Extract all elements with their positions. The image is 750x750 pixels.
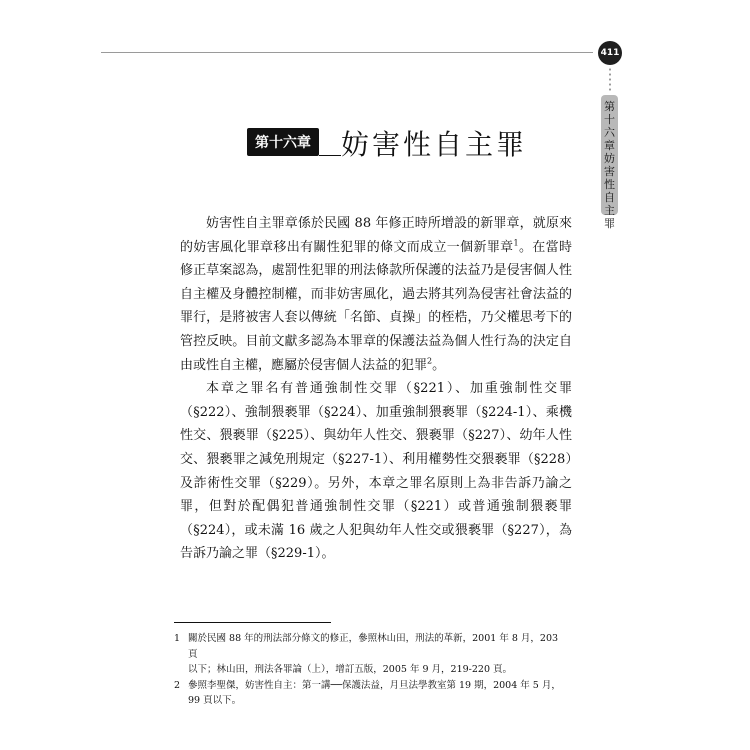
footnote-ref: 2	[427, 356, 433, 366]
text-line: 。	[432, 357, 446, 373]
chapter-underline	[319, 155, 341, 156]
text-line: 害風化罪章移出有關性犯罪的條文而成立一個新罪章	[206, 239, 514, 255]
side-tab-char: 害	[604, 165, 615, 178]
side-tab-char: 主	[604, 204, 615, 217]
text-line: 強制猥褻罪（§224）、加重強制猥褻罪（§224-1）、乘機性交、猥褻罪	[180, 404, 572, 444]
side-tab-char: 章	[604, 139, 615, 152]
footnote-text	[188, 678, 570, 709]
side-tab-char: 自	[604, 191, 615, 204]
footnotes	[174, 631, 570, 709]
footnote-number: 1	[174, 633, 181, 644]
footnote-line: 99 頁以下。	[188, 695, 242, 706]
header-dots	[609, 67, 611, 93]
body-text	[180, 212, 572, 566]
chapter-number-badge: 第十六章	[247, 128, 319, 156]
text-line: （§229）。另外，本章之罪名原則上為非告訴乃論之罪，但對於配偶犯普	[180, 475, 572, 515]
side-tab-char: 罪	[604, 217, 615, 230]
side-tab-char: 十	[604, 113, 615, 126]
text-line: 認為本罪章的保護法益為個人性行為的決定自由或性自主權，應屬於侵害	[180, 333, 572, 373]
footnote-text	[188, 631, 570, 678]
footnote	[174, 631, 570, 678]
text-line: 套以傳統「名節、貞操」的桎梏，乃父權思考下的管控反映。目前文獻多	[180, 310, 572, 349]
side-tab-char: 六	[604, 126, 615, 139]
footnote-rule	[174, 622, 331, 623]
side-tab-char: 妨	[604, 152, 615, 165]
side-tab-char: 性	[604, 178, 615, 191]
footnote-line: 以下；林山田，刑法各罪論（上），增訂五版，2005 年 9 月，219-220 頁。	[188, 664, 513, 675]
paragraph-2	[180, 377, 572, 566]
footnote	[174, 678, 570, 709]
page-number: 411	[600, 48, 620, 58]
chapter-heading	[247, 128, 527, 162]
text-line: 刑規定（§227-1）、利用權勢性交猥褻罪（§228）及詐術性交罪	[180, 451, 572, 491]
footnote-ref: 1	[513, 238, 519, 248]
footnote-line: 關於民國 88 年的刑法部分條文的修正，參照林山田，刑法的革新，2001 年 8 月，203 頁	[188, 633, 559, 660]
text-line: 本章之罪名有普通強制性交罪（§221）、加重強制性交罪（§222）、	[180, 381, 572, 420]
chapter-title: 妨害性自主罪	[341, 128, 528, 161]
text-line: 妨害性自主罪章係於民國 88 年修正時所增設的新罪章，就原來的妨	[180, 216, 572, 255]
chapter-side-tab	[601, 95, 618, 230]
footnote-line: 參照李聖傑，妨害性自主：第一講──保護法益，月旦法學教室第 19 期，2004 年 5 月，	[188, 679, 561, 691]
text-line: 認為，處罰性犯罪的刑法條款所保護的法益乃是侵害個人性自主權及身體	[180, 263, 572, 302]
text-line: 。在當時修正草案	[180, 239, 572, 279]
text-line: 控制權，而非妨害風化，過去將其列為侵害社會法益的罪行，是將被害人	[180, 286, 572, 326]
text-line: 個人法益的犯罪	[336, 357, 428, 373]
text-line: 與幼年人性交或猥褻罪（§227），為告訴乃論之罪（§229-1）。	[180, 522, 572, 562]
footnote-number: 2	[174, 679, 181, 691]
paragraph-1	[180, 212, 572, 377]
text-line: 通強制性交罪（§221）或普通強制猥褻罪（§224），或未滿 16 歲之人犯	[180, 499, 572, 538]
side-tab-char: 第	[604, 100, 615, 113]
page-number-badge	[598, 41, 622, 65]
text-line: （§225）、與幼年人性交、猥褻罪（§227）、幼年人性交、猥褻罪之減免	[180, 428, 572, 467]
header-rule	[101, 52, 593, 53]
